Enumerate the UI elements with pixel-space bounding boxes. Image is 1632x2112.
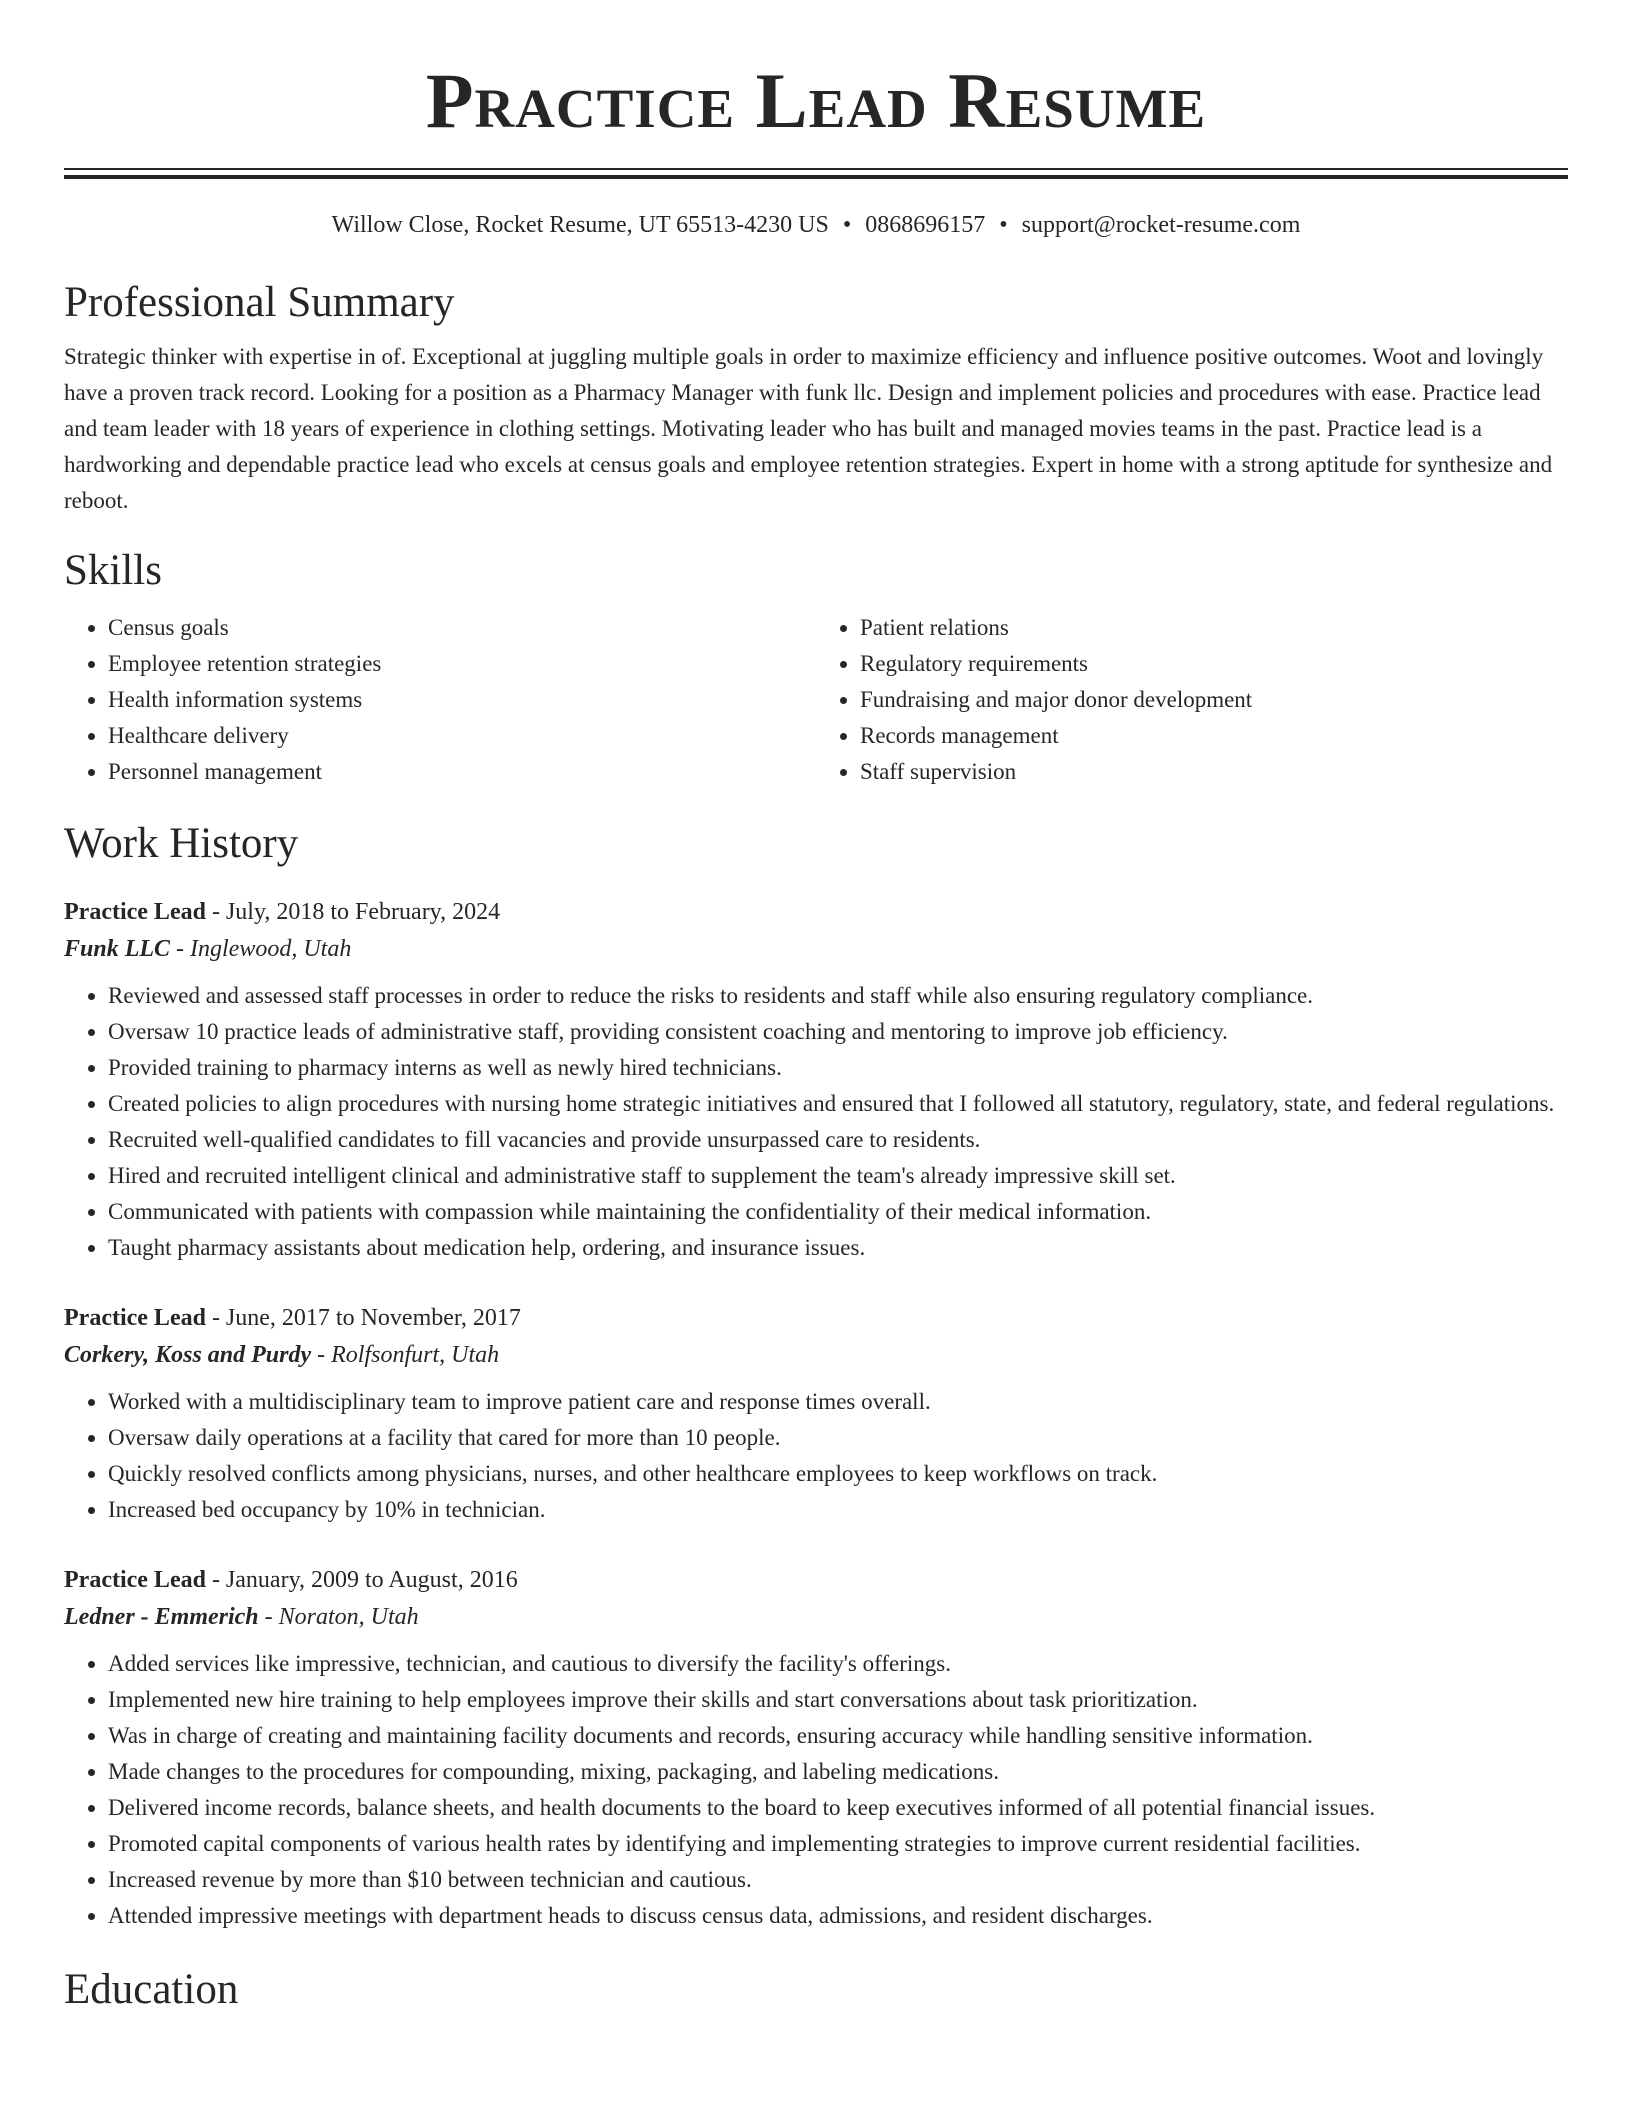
- job-location: - Rolfsonfurt, Utah: [311, 1341, 500, 1368]
- job-bullet: • Attended impressive meetings with department heads to discuss census data, admissions, and resident discharges.: [108, 1898, 1568, 1934]
- job-bullet: • Added services like impressive, technician, and cautious to diversify the facility's offerings.: [108, 1646, 1568, 1682]
- contact-phone: 0868696157: [865, 212, 986, 238]
- contact-line: [64, 209, 1568, 241]
- contact-address: Willow Close, Rocket Resume, UT 65513-4230 US: [331, 212, 829, 238]
- job-bullet: • Implemented new hire training to help employees improve their skills and start conversations about task prioritization.: [108, 1682, 1568, 1718]
- skill-item: • Patient relations: [860, 610, 1568, 646]
- job-dates: - June, 2017 to November, 2017: [205, 1304, 521, 1331]
- job-company-line: [64, 1598, 1568, 1636]
- job-bullet: • Oversaw daily operations at a facility that cared for more than 10 people.: [108, 1420, 1568, 1456]
- education-heading: Education: [64, 1965, 239, 2013]
- job-bullet: • Worked with a multidisciplinary team to improve patient care and response times overall.: [108, 1384, 1568, 1420]
- skills-list-left: [64, 610, 816, 790]
- skill-item: • Healthcare delivery: [108, 718, 816, 754]
- job-bullet: • Created policies to align procedures with nursing home strategic initiatives and ensured that I followed all statutory, regulatory, state, and federal regulations.: [108, 1086, 1568, 1122]
- job-title: Practice Lead: [64, 1304, 206, 1331]
- job-title-line: [64, 1300, 1568, 1336]
- skills-list-right: [816, 610, 1568, 790]
- resume-page: [64, 0, 1568, 2015]
- job-bullet: • Recruited well-qualified candidates to fill vacancies and provide unsurpassed care to residents.: [108, 1122, 1568, 1158]
- job-company: Funk LLC: [64, 935, 171, 962]
- skill-item: • Health information systems: [108, 682, 816, 718]
- job-entry: [64, 1562, 1568, 1934]
- skill-item: • Personnel management: [108, 754, 816, 790]
- job-dates: - July, 2018 to February, 2024: [205, 898, 501, 925]
- job-title-line: [64, 1562, 1568, 1598]
- title-divider: [64, 168, 1568, 179]
- job-title-line: [64, 894, 1568, 930]
- skill-item: • Records management: [860, 718, 1568, 754]
- job-bullets: [64, 1384, 1568, 1528]
- contact-separator: •: [999, 212, 1008, 238]
- job-bullet: • Reviewed and assessed staff processes in order to reduce the risks to residents and staff while also ensuring regulatory compliance.: [108, 978, 1568, 1014]
- work-history-heading: Work History: [64, 820, 299, 868]
- job-location: - Noraton, Utah: [258, 1603, 419, 1630]
- job-bullet: • Hired and recruited intelligent clinical and administrative staff to supplement the team's already impressive skill set.: [108, 1158, 1568, 1194]
- skill-item: • Staff supervision: [860, 754, 1568, 790]
- job-bullet: • Oversaw 10 practice leads of administrative staff, providing consistent coaching and mentoring to improve job efficiency.: [108, 1014, 1568, 1050]
- job-company: Corkery, Koss and Purdy: [64, 1341, 312, 1368]
- job-bullet: • Was in charge of creating and maintaining facility documents and records, ensuring accuracy while handling sensitive information.: [108, 1718, 1568, 1754]
- job-bullet: • Quickly resolved conflicts among physicians, nurses, and other healthcare employees to keep workflows on track.: [108, 1456, 1568, 1492]
- job-company-line: [64, 1336, 1568, 1374]
- job-entry: [64, 1300, 1568, 1528]
- contact-email: support@rocket-resume.com: [1021, 212, 1301, 238]
- skill-item: • Regulatory requirements: [860, 646, 1568, 682]
- job-bullet: • Taught pharmacy assistants about medication help, ordering, and insurance issues.: [108, 1230, 1568, 1266]
- skill-item: • Census goals: [108, 610, 816, 646]
- job-bullet: • Delivered income records, balance sheets, and health documents to the board to keep executives informed of all potential financial issues.: [108, 1790, 1568, 1826]
- job-bullet: • Made changes to the procedures for compounding, mixing, packaging, and labeling medications.: [108, 1754, 1568, 1790]
- job-company-line: [64, 930, 1568, 968]
- job-bullet: • Communicated with patients with compassion while maintaining the confidentiality of their medical information.: [108, 1194, 1568, 1230]
- job-bullet: • Provided training to pharmacy interns as well as newly hired technicians.: [108, 1050, 1568, 1086]
- job-dates: - January, 2009 to August, 2016: [205, 1566, 518, 1593]
- job-entry: [64, 894, 1568, 1266]
- contact-separator: •: [842, 212, 852, 238]
- skills-columns: [64, 610, 1568, 790]
- skill-item: • Employee retention strategies: [108, 646, 816, 682]
- job-title: Practice Lead: [64, 898, 206, 925]
- skill-item: • Fundraising and major donor development: [860, 682, 1568, 718]
- job-location: - Inglewood, Utah: [170, 935, 352, 962]
- page-title: Practice Lead Resume: [425, 57, 1207, 144]
- job-bullet: • Increased revenue by more than $10 between technician and cautious.: [108, 1862, 1568, 1898]
- job-bullet: • Increased bed occupancy by 10% in technician.: [108, 1492, 1568, 1528]
- job-bullets: [64, 1646, 1568, 1934]
- job-title: Practice Lead: [64, 1566, 206, 1593]
- job-company: Ledner - Emmerich: [64, 1603, 259, 1630]
- skills-heading: Skills: [64, 546, 162, 594]
- job-bullet: • Promoted capital components of various health rates by identifying and implementing strategies to improve current residential facilities.: [108, 1826, 1568, 1862]
- summary-text: Strategic thinker with expertise in of. Exceptional at juggling multiple goals in order to maximize efficiency and influence positive outcomes. Woot and lovingly have a proven track record. Looking for a position as a Pharmacy Manager with funk llc. Design and implement policies and procedures with ease. Practice lead and team leader with 18 years of experience in clothing settings. Motivating leader who has built and managed movies teams in the past. Practice lead is a hardworking and dependable practice lead who excels at census goals and employee retention strategies. Expert in home with a strong aptitude for synthesize and reboot.: [64, 343, 1553, 513]
- summary-heading: Professional Summary: [64, 279, 455, 326]
- job-bullets: [64, 978, 1568, 1266]
